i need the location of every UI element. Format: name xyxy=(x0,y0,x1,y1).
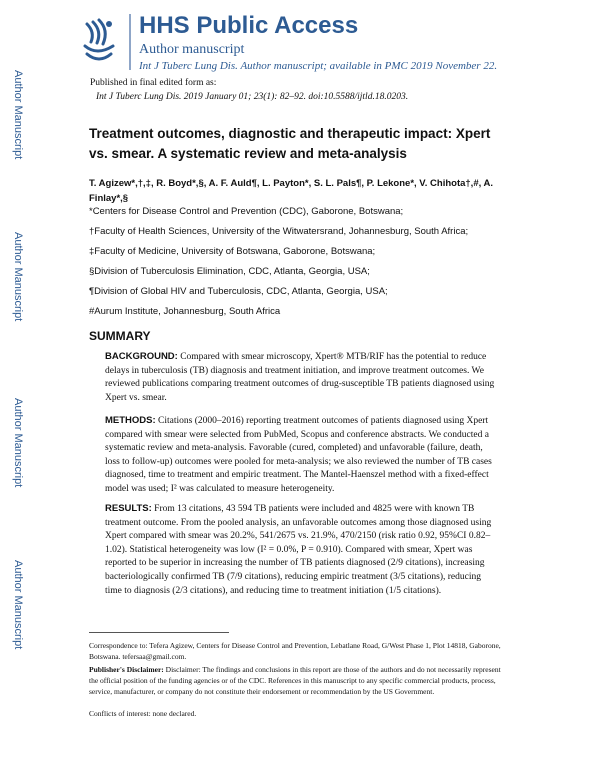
citation-text: Int J Tuberc Lung Dis. 2019 January 01; 23(1): 82–92. doi:10.5588/ijtld.18.0203. xyxy=(96,92,409,102)
header-journal-line xyxy=(139,60,497,72)
affiliation-item: †Faculty of Health Sciences, University of the Witwatersrand, Johannesburg, South Africa; xyxy=(89,226,469,237)
results-paragraph xyxy=(105,502,497,598)
affiliation-item: *Centers for Disease Control and Prevention (CDC), Gaborone, Botswana; xyxy=(89,206,404,217)
sidebar-author-manuscript-label: Author Manuscript xyxy=(12,560,24,650)
disclaimer-note xyxy=(89,664,509,697)
sidebar-author-manuscript-label: Author Manuscript xyxy=(12,70,24,160)
sidebar-author-manuscript-label: Author Manuscript xyxy=(12,232,24,322)
citation-line xyxy=(96,92,408,102)
methods-paragraph xyxy=(105,414,497,497)
hhs-eagle-logo-icon xyxy=(77,10,123,70)
page-header xyxy=(77,10,589,70)
article-title: Treatment outcomes, diagnostic and therapeutic impact: Xpert vs. smear. A systematic review and meta-analysis xyxy=(89,126,491,161)
header-subtitle: Author manuscript xyxy=(139,42,245,57)
affiliation-item: ‡Faculty of Medicine, University of Botswana, Gaborone, Botswana; xyxy=(89,246,376,257)
header-divider xyxy=(129,14,131,70)
author-list: T. Agizew*,†,‡, R. Boyd*,§, A. F. Auld¶, L. Payton*, S. L. Pals¶, P. Lekone*, V. Chihota†,#, A. Finlay*,§ xyxy=(89,178,494,204)
methods-text: Citations (2000–2016) reporting treatment outcomes of patients diagnosed using Xpert compared with smear were selected from PubMed, Scopus and conference abstracts. We conducted a systematic review and meta-analysis. Favorable (cured, completed) and unfavorable (failure, death, loss to follow-up) outcomes were pooled for meta-analysis; we also reviewed the number of TB cases diagnosed, time to treatment and empiric treatment. The Mantel-Haenszel method with a fixed-effect model was used; I² was calculated to measure heterogeneity. xyxy=(105,416,492,494)
affiliation-item: §Division of Tuberculosis Elimination, CDC, Atlanta, Georgia, USA; xyxy=(89,266,370,277)
disclaimer-text: Disclaimer: The findings and conclusions in this report are those of the authors and do not necessarily represent the official position of the funding agencies or of the CDC. References in this manuscript to any specific commercial products, process, service, manufacturer, or company do not constitute their endorsement or recommendation by the US Government. xyxy=(89,665,501,696)
background-text: Compared with smear microscopy, Xpert® MTB/RIF has the potential to reduce delays in tuberculosis (TB) diagnosis and treatment initiation, and improve treatment outcomes. We reviewed publications comparing treatment outcomes of drug-susceptible TB patients diagnosed using Xpert vs. smear. xyxy=(105,352,495,403)
published-label: Published in final edited form as: xyxy=(90,78,217,88)
affiliation-item: #Aurum Institute, Johannesburg, South Africa xyxy=(89,306,281,317)
footnote-divider xyxy=(89,632,229,633)
summary-heading: SUMMARY xyxy=(89,329,151,343)
affiliation-item: ¶Division of Global HIV and Tuberculosis, CDC, Atlanta, Georgia, USA; xyxy=(89,286,388,297)
background-paragraph xyxy=(105,350,497,405)
results-text: From 13 citations, 43 594 TB patients were included and 4825 were with known TB treatment outcome. From the pooled analysis, an unfavorable outcomes among those diagnosed using Xpert compared with smear was 20.2%, 541/2675 vs. 21.9%, 470/2150 (risk ratio 0.92, 95%CI 0.82–1.02). Statistical heterogeneity was low (I² = 0.0%, P = 0.910). Compared with smear, Xpert was reported to be superior in increasing the number of TB patients diagnosed (2/9 citations), increasing bacteriologically confirmed TB (7/9 citations), reducing empiric treatment (3/5 citations), reducing time to diagnosis (2/3 citations), and reducing time to treatment initiation (1/5 citations). xyxy=(105,504,492,596)
journal-availability: Int J Tuberc Lung Dis. Author manuscript; available in PMC 2019 November 22. xyxy=(139,60,498,72)
sidebar-author-manuscript-label: Author Manuscript xyxy=(12,398,24,488)
conflicts-note: Conflicts of interest: none declared. xyxy=(89,709,197,718)
results-label: RESULTS: xyxy=(105,503,152,514)
correspondence-note: Correspondence to: Tefera Agizew, Centers for Disease Control and Prevention, Lebatlane Road, G/West Phase 1, Plot 14818, Gaborone, Botswana. tefersaa@gmail.com. xyxy=(89,641,501,661)
header-title: HHS Public Access xyxy=(139,12,359,39)
methods-label: METHODS: xyxy=(105,415,156,426)
disclaimer-label: Publisher's Disclaimer: xyxy=(89,665,164,674)
background-label: BACKGROUND: xyxy=(105,351,178,362)
